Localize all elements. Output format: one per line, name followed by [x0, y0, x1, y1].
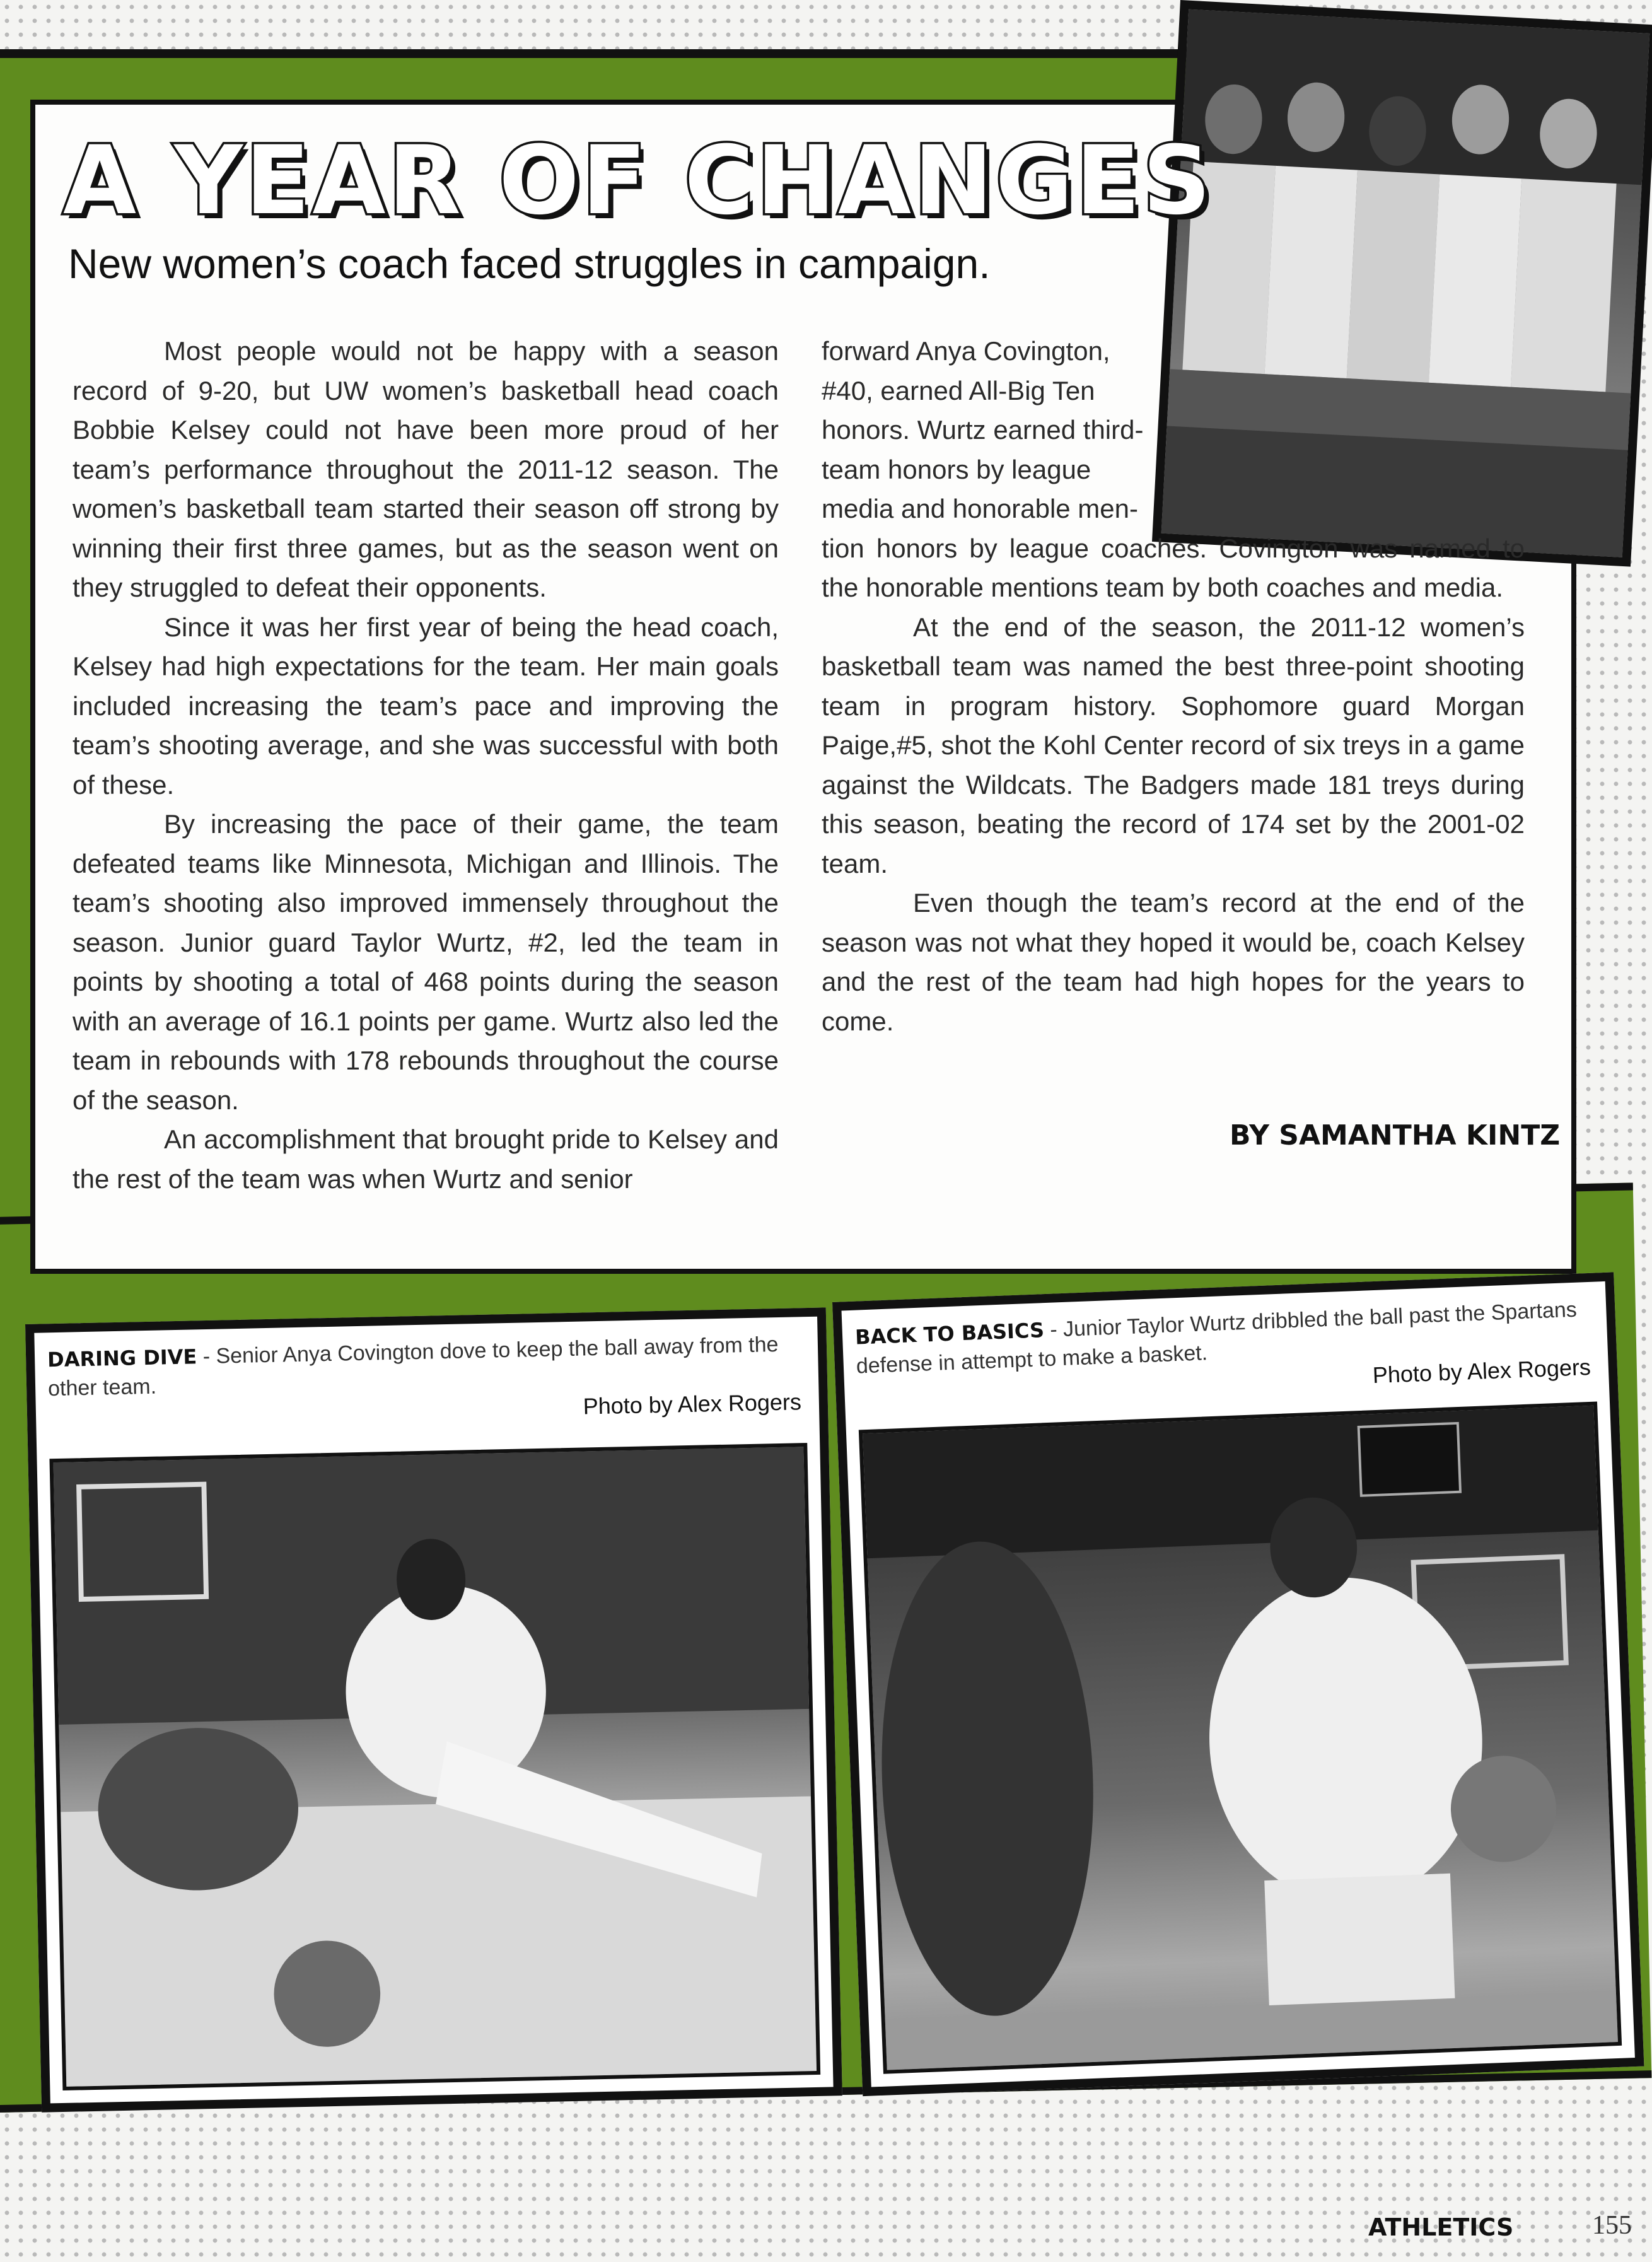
paragraph: An accomplishment that brought pride to Kelsey and the rest of the team was when Wurtz and senior	[73, 1124, 779, 1194]
paragraph: At the end of the season, the 2011-12 women’s basketball team was named the best three-point shooting team in program history. Sophomore guard Morgan Paige,#5, shot the Kohl Center record of six treys in a game against the Wildcats. The Badgers made 181 treys during this season, beating the record of 174 set by the 2001-02 team.	[822, 612, 1525, 878]
paragraph: Since it was her first year of being the head coach, Kelsey had high expectations for the team. Her main goals included increasing the team’s pace and improving the team’s shooting average, and she was successful with both of these.	[73, 612, 779, 800]
article-title: A YEAR OF CHANGES	[63, 126, 1214, 236]
article-column-left	[73, 332, 779, 1199]
photo-credit: Photo by Alex Rogers	[1372, 1353, 1591, 1389]
article-column-right	[822, 332, 1525, 1041]
photo-caption	[47, 1329, 806, 1420]
article-subtitle: New women’s coach faced struggles in campaign.	[68, 240, 991, 287]
paragraph: tion honors by league coaches. Covington was named to the honorable mentions team by both coaches and media.	[822, 533, 1525, 602]
paragraph: Most people would not be happy with a season record of 9-20, but UW women’s basketball head coach Bobbie Kelsey could not have been more proud of her team’s performance throughout the 2011-12 season. The women’s basketball team started their season off strong by winning their first three games, but as the season went on they struggled to defeat their opponents.	[73, 336, 779, 602]
caption-text: - Junior Taylor Wurtz dribbled the ball past the Spartans defense in attempt to make a basket.	[856, 1297, 1578, 1379]
paragraph: By increasing the pace of their game, the team defeated teams like Minnesota, Michigan and Illinois. The team’s shooting also improved immensely throughout the season. Junior guard Taylor Wurtz, #2, led the team in points by shooting a total of 468 points during the season with an average of 16.1 points per game. Wurtz also led the team in rebounds with 178 rebounds throughout the course of the season.	[73, 809, 779, 1115]
paragraph: Even though the team’s record at the end of the season was not what they hoped it would be, coach Kelsey and the rest of the team had high hopes for the years to come.	[822, 888, 1525, 1036]
byline: BY SAMANTHA KINTZ	[1230, 1119, 1561, 1151]
photo-card-back-to-basics	[832, 1272, 1644, 2096]
caption-title: DARING DIVE	[47, 1344, 197, 1372]
diving-player-photo	[49, 1443, 820, 2090]
page-number: 155	[1592, 2211, 1632, 2240]
section-label: ATHLETICS	[1368, 2213, 1514, 2241]
caption-title: BACK TO BASICS	[854, 1318, 1045, 1350]
photo-caption	[854, 1295, 1595, 1389]
photo-credit: Photo by Alex Rogers	[583, 1389, 802, 1420]
dribbling-player-photo	[859, 1402, 1622, 2074]
paragraph-wrap: forward Anya Covington, #40, earned All-Big Ten honors. Wurtz earned third-team honors by league media and honorable men-	[822, 336, 1144, 523]
caption-text: - Senior Anya Covington dove to keep the ball away from the other team.	[47, 1332, 779, 1401]
photo-card-daring-dive	[25, 1307, 842, 2112]
